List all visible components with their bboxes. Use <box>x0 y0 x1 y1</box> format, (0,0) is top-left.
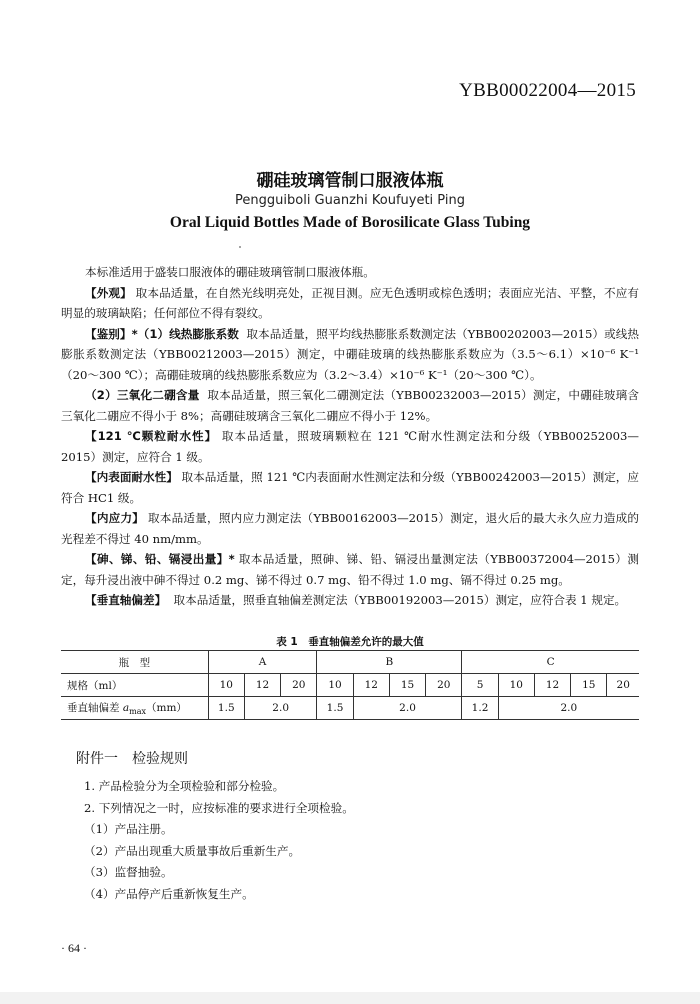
cell-size: 15 <box>571 674 607 697</box>
axis-deviation-table <box>61 650 639 720</box>
annex-item: 1. 产品检验分为全项检验和部分检验。 <box>84 779 285 793</box>
annex-item: 2. 下列情况之一时，应按标准的要求进行全项检验。 <box>84 800 354 815</box>
annex-item: （3）监督抽验。 <box>84 865 173 880</box>
cell-size: 12 <box>534 674 570 697</box>
axis-text: 取本品适量，照垂直轴偏差测定法（YBB00192003—2015）测定，应符合表 1 规定。 <box>173 593 627 607</box>
cell-deviation: 1.5 <box>208 697 244 720</box>
cell-size: 20 <box>426 674 462 697</box>
table-title: 表 1 垂直轴偏差允许的最大值 <box>276 636 424 648</box>
annex-list <box>84 776 644 906</box>
cell-type-b: B <box>317 651 462 674</box>
title-pinyin: Pengguiboli Guanzhi Koufuyeti Ping <box>235 193 465 208</box>
cell-type-c: C <box>462 651 639 674</box>
appearance-paragraph <box>61 283 639 324</box>
identification-text: 取本品适量，照平均线热膨胀系数测定法（YBB00202003—2015）或线热膨胀系数测定法（YBB00212003—2015）测定，中硼硅玻璃的线热膨胀系数应为（3.5～6.1）×10⁻⁶ K⁻¹（20～300 ℃）；高硼硅玻璃的线热膨胀系数应为（3.2～3.4）×10⁻⁶ K⁻¹（20～300 ℃）。 <box>61 326 639 382</box>
cell-deviation: 2.0 <box>353 697 462 720</box>
cell-deviation-label <box>61 697 208 720</box>
annex-heading: 附件一 检验规则 <box>76 751 188 767</box>
identification-paragraph <box>61 324 639 386</box>
stress-label: 【内应力】 <box>85 511 145 525</box>
title-chinese: 硼硅玻璃管制口服液体瓶 <box>256 171 444 191</box>
annex-item: （2）产品出现重大质量事故后重新生产。 <box>84 843 301 858</box>
deviation-label-text: 垂直轴偏差 <box>67 701 123 714</box>
cell-size-label: 规格（ml） <box>61 674 208 697</box>
annex-item: （1）产品注册。 <box>84 822 173 837</box>
inner-water-paragraph <box>61 467 639 508</box>
table-row-type <box>61 651 639 674</box>
grain-water-text: 取本品适量，照玻璃颗粒在 121 ℃耐水性测定法和分级（YBB00252003—2015）测定，应符合 1 级。 <box>61 429 639 464</box>
stray-dot <box>239 246 241 248</box>
cell-deviation: 2.0 <box>498 697 639 720</box>
metals-paragraph <box>61 549 639 590</box>
deviation-subscript: max <box>129 707 146 717</box>
cell-size: 20 <box>607 674 639 697</box>
axis-label: 【垂直轴偏差】 <box>85 593 167 607</box>
identification-label: 【鉴别】*（1）线热膨胀系数 <box>85 326 239 341</box>
cell-deviation: 2.0 <box>244 697 317 720</box>
annex-item: （4）产品停产后重新恢复生产。 <box>84 886 254 901</box>
cell-size: 10 <box>498 674 534 697</box>
metals-text: 取本品适量，照砷、锑、铅、镉浸出量测定法（YBB00372004—2015）测定，每升浸出液中砷不得过 0.2 mg、锑不得过 0.7 mg、铅不得过 1.0 mg、镉不得过 0.25 mg。 <box>61 552 640 587</box>
deviation-symbol: a <box>122 701 130 714</box>
standard-code: YBB00022004—2015 <box>459 80 636 101</box>
appearance-text: 取本品适量，在自然光线明亮处，正视目测。应无色透明或棕色透明；表面应光洁、平整，不应有明显的玻璃缺陷；任何部位不得有裂纹。 <box>61 285 639 320</box>
title-english: Oral Liquid Bottles Made of Borosilicate Glass Tubing <box>169 214 531 231</box>
boron-oxide-label: （2）三氧化二硼含量 <box>85 388 200 402</box>
cell-size: 12 <box>244 674 280 697</box>
inner-water-text: 取本品适量，照 121 ℃内表面耐水性测定法和分级（YBB00242003—2015）测定，应符合 HC1 级。 <box>61 470 639 505</box>
cell-type-label: 瓶 型 <box>61 651 208 674</box>
stress-paragraph <box>61 508 639 549</box>
body-text <box>61 262 639 611</box>
table-row-deviation <box>61 697 639 720</box>
table-row-size <box>61 674 639 697</box>
metals-label: 【砷、锑、铅、镉浸出量】* <box>85 552 235 566</box>
cell-size: 5 <box>462 674 498 697</box>
bottom-strip <box>0 992 700 1004</box>
inner-water-label: 【内表面耐水性】 <box>85 470 178 484</box>
cell-size: 10 <box>208 674 244 697</box>
cell-deviation: 1.5 <box>317 697 353 720</box>
boron-oxide-paragraph <box>61 385 639 426</box>
intro-paragraph: 本标准适用于盛装口服液体的硼硅玻璃管制口服液体瓶。 <box>85 265 375 279</box>
page-number: · 64 · <box>61 941 87 955</box>
cell-size: 12 <box>353 674 389 697</box>
grain-water-label: 【121 ℃颗粒耐水性】 <box>85 429 218 443</box>
stress-text: 取本品适量，照内应力测定法（YBB00162003—2015）测定，退火后的最大永久应力造成的光程差不得过 40 nm/mm。 <box>61 511 639 546</box>
appearance-label: 【外观】 <box>85 285 132 300</box>
cell-type-a: A <box>208 651 317 674</box>
cell-size: 20 <box>281 674 317 697</box>
deviation-unit: （mm） <box>145 701 187 714</box>
axis-paragraph <box>61 590 639 611</box>
grain-water-paragraph <box>61 426 639 467</box>
cell-size: 10 <box>317 674 353 697</box>
boron-oxide-text: 取本品适量，照三氧化二硼测定法（YBB00232003—2015）测定，中硼硅玻璃含三氧化二硼应不得小于 8%；高硼硅玻璃含三氧化二硼应不得小于 12%。 <box>61 388 639 423</box>
cell-size: 15 <box>389 674 425 697</box>
cell-deviation: 1.2 <box>462 697 498 720</box>
